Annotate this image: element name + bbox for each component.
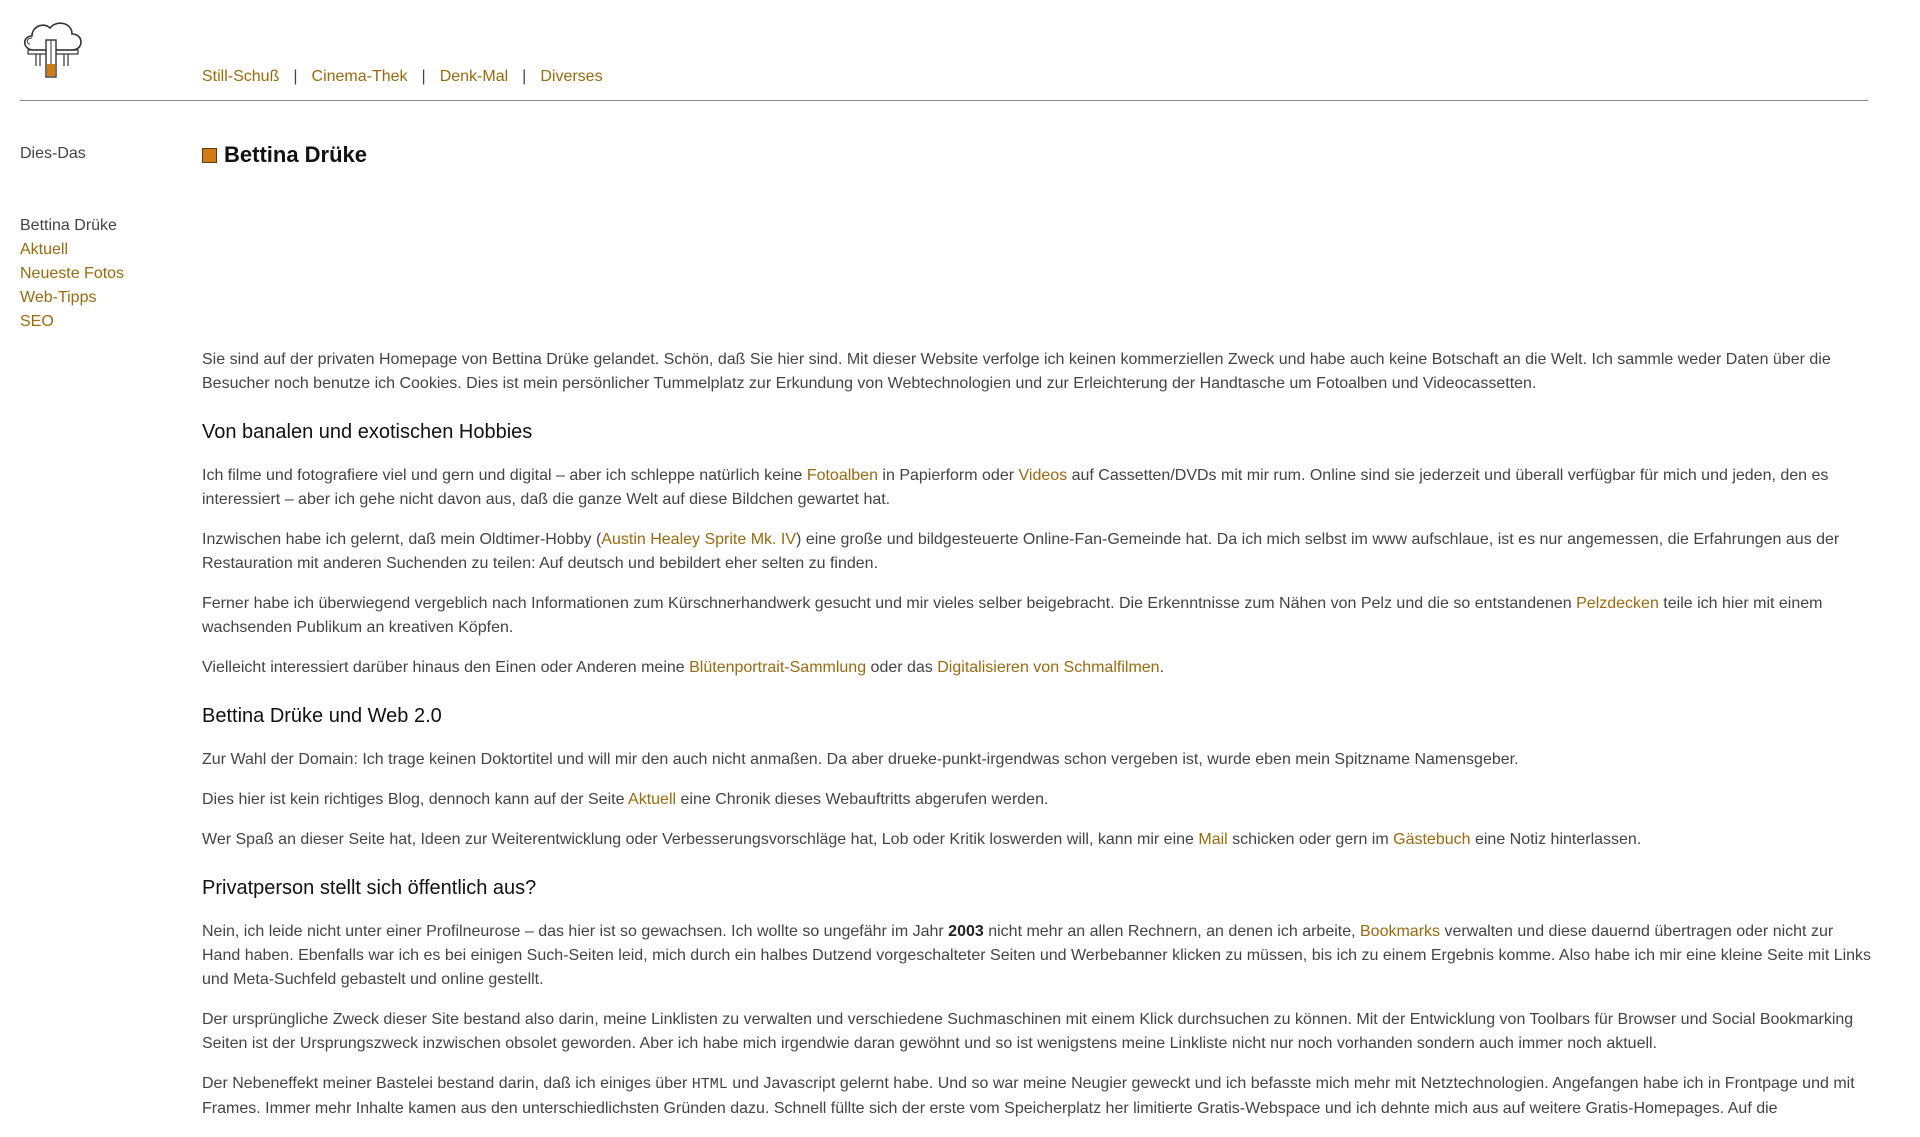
link-austin-healey[interactable]: Austin Healey Sprite Mk. IV	[601, 531, 797, 548]
nav-separator: |	[421, 68, 426, 85]
nav-item-diverses[interactable]: Diverses	[540, 68, 603, 85]
nav-item-cinema-thek[interactable]: Cinema-Thek	[311, 68, 408, 85]
title-square-icon	[202, 148, 217, 163]
heading-privatperson: Privatperson stellt sich öffentlich aus?	[202, 877, 537, 899]
top-navigation	[202, 68, 603, 86]
link-aktuell[interactable]: Aktuell	[628, 791, 677, 808]
header-divider	[20, 100, 1868, 101]
paragraph-pelz: Ferner habe ich überwiegend vergeblich nach Informationen zum Kürschnerhandwerk gesucht und mir vieles selber beigebracht. Die Erkenntnisse zum Nähen von Pelz und die so entstandenen Pelzdecken teile ich hier mit einem wachsenden Publikum an kreativen Köpfen.	[202, 595, 1823, 636]
heading-hobbies: Von banalen und exotischen Hobbies	[202, 421, 533, 443]
sidebar-item-aktuell[interactable]: Aktuell	[20, 241, 69, 258]
page-title-text: Bettina Drüke	[224, 142, 368, 167]
nav-item-denk-mal[interactable]: Denk-Mal	[439, 68, 509, 85]
link-fotoalben[interactable]: Fotoalben	[806, 467, 878, 484]
html-code-term: HTML	[691, 1076, 728, 1093]
link-mail[interactable]: Mail	[1198, 831, 1228, 848]
main-content	[202, 140, 1872, 1137]
sidebar	[20, 142, 180, 334]
link-bluetenportrait[interactable]: Blütenportrait-Sammlung	[689, 659, 867, 676]
nav-separator: |	[522, 68, 527, 85]
site-logo-icon[interactable]	[20, 20, 86, 78]
sidebar-item-web-tipps[interactable]: Web-Tipps	[20, 289, 97, 306]
intro-paragraph: Sie sind auf der privaten Homepage von Bettina Drüke gelandet. Schön, daß Sie hier sind. Mit dieser Website verfolge ich keinen kommerziellen Zweck und habe auch keine Botschaft an die Welt. Ich sammle weder Daten über die Besucher noch benutze ich Cookies. Dies ist mein persönlicher Tummelplatz zur Erkundung von Webtechnologien und zur Erleichterung der Handtasche um Fotoalben und Videocassetten.	[202, 351, 1831, 392]
sidebar-item-current: Bettina Drüke	[20, 217, 117, 234]
paragraph-kontakt: Wer Spaß an dieser Seite hat, Ideen zur Weiterentwicklung oder Verbesserungsvorschläge hat, Lob oder Kritik loswerden will, kann mir eine Mail schicken oder gern im Gästebuch eine Notiz hinterlassen.	[202, 831, 1642, 848]
paragraph-bluetenportrait: Vielleicht interessiert darüber hinaus den Einen oder Anderen meine Blütenportrait-Sammlung oder das Digitalisieren von Schmalfilmen.	[202, 659, 1165, 676]
nav-separator: |	[293, 68, 298, 85]
link-schmalfilme[interactable]: Digitalisieren von Schmalfilmen	[937, 659, 1160, 676]
heading-web20: Bettina Drüke und Web 2.0	[202, 705, 442, 727]
paragraph-oldtimer: Inzwischen habe ich gelernt, daß mein Oldtimer-Hobby (Austin Healey Sprite Mk. IV) eine große und bildgesteuerte Online-Fan-Gemeinde hat. Da ich mich selbst im www aufschlaue, ist es nur angemessen, die Erfahrungen aus der Restauration mit anderen Suchenden zu teilen: Auf deutsch und bebildert eher selten zu finden.	[202, 531, 1840, 572]
link-bookmarks[interactable]: Bookmarks	[1360, 923, 1441, 940]
paragraph-profilneurose: Nein, ich leide nicht unter einer Profilneurose – das hier ist so gewachsen. Ich wollte so ungefähr im Jahr 2003 nicht mehr an allen Rechnern, an denen ich arbeite, Bookmarks verwalten und diese dauernd übertragen oder nicht zur Hand haben. Ebenfalls war ich es bei einigen Such-Seiten leid, mich durch ein halbes Dutzend vorgeschalteter Seiten und Werbebanner klicken zu müssen, bis ich zu einem Ergebnis komme. Also habe ich mir eine kleine Seite mit Links und Meta-Suchfeld gebastelt und online gestellt.	[202, 923, 1872, 988]
paragraph-domain: Zur Wahl der Domain: Ich trage keinen Doktortitel und will mir den auch nicht anmaßen. Da aber drueke-punkt-irgendwas schon vergeben ist, wurde eben mein Spitzname Namensgeber.	[202, 751, 1519, 768]
sidebar-item-neueste-fotos[interactable]: Neueste Fotos	[20, 265, 125, 282]
link-gaestebuch[interactable]: Gästebuch	[1393, 831, 1471, 848]
page-title	[202, 140, 1872, 170]
paragraph-nebeneffekt: Der Nebeneffekt meiner Bastelei bestand darin, daß ich einiges über HTML und Javascript gelernt habe. Und so war meine Neugier geweckt und ich befasste mich mehr mit Netztechnologien. Angefangen habe ich in Frontpage und mit Frames. Immer mehr Inhalte kamen aus den unterschiedlichsten Gründen dazu. Schnell füllte sich der erste vom Speicherplatz her limitierte Gratis-Webspace und ich dehnte mich aus auf weitere Gratis-Homepages. Auf die	[202, 1075, 1855, 1117]
paragraph-fotos: Ich filme und fotografiere viel und gern und digital – aber ich schleppe natürlich keine Fotoalben in Papierform oder Videos auf Cassetten/DVDs mit mir rum. Online sind sie jederzeit und überall verfügbar für mich und jeden, den es interessiert – aber ich gehe nicht davon aus, daß die ganze Welt auf diese Bildchen gewartet hat.	[202, 467, 1829, 508]
nav-item-still-schuss[interactable]: Still-Schuß	[202, 68, 280, 85]
link-pelzdecken[interactable]: Pelzdecken	[1576, 595, 1659, 612]
paragraph-zweck: Der ursprüngliche Zweck dieser Site bestand also darin, meine Linklisten zu verwalten und verschiedene Suchmaschinen mit einem Klick durchsuchen zu können. Mit der Entwicklung von Toolbars für Browser und Social Bookmarking Seiten ist der Ursprungszweck inzwischen obsolet geworden. Aber ich habe mich irgendwie daran gewöhnt und so ist wenigstens meine Linkliste nicht nur noch vorhanden sondern auch immer noch aktuell.	[202, 1011, 1854, 1052]
sidebar-section-title: Dies-Das	[20, 145, 86, 162]
link-videos[interactable]: Videos	[1018, 467, 1068, 484]
year-highlight: 2003	[948, 923, 984, 940]
sidebar-item-seo[interactable]: SEO	[20, 313, 54, 330]
paragraph-blog: Dies hier ist kein richtiges Blog, dennoch kann auf der Seite Aktuell eine Chronik dieses Webauftritts abgerufen werden.	[202, 791, 1049, 808]
